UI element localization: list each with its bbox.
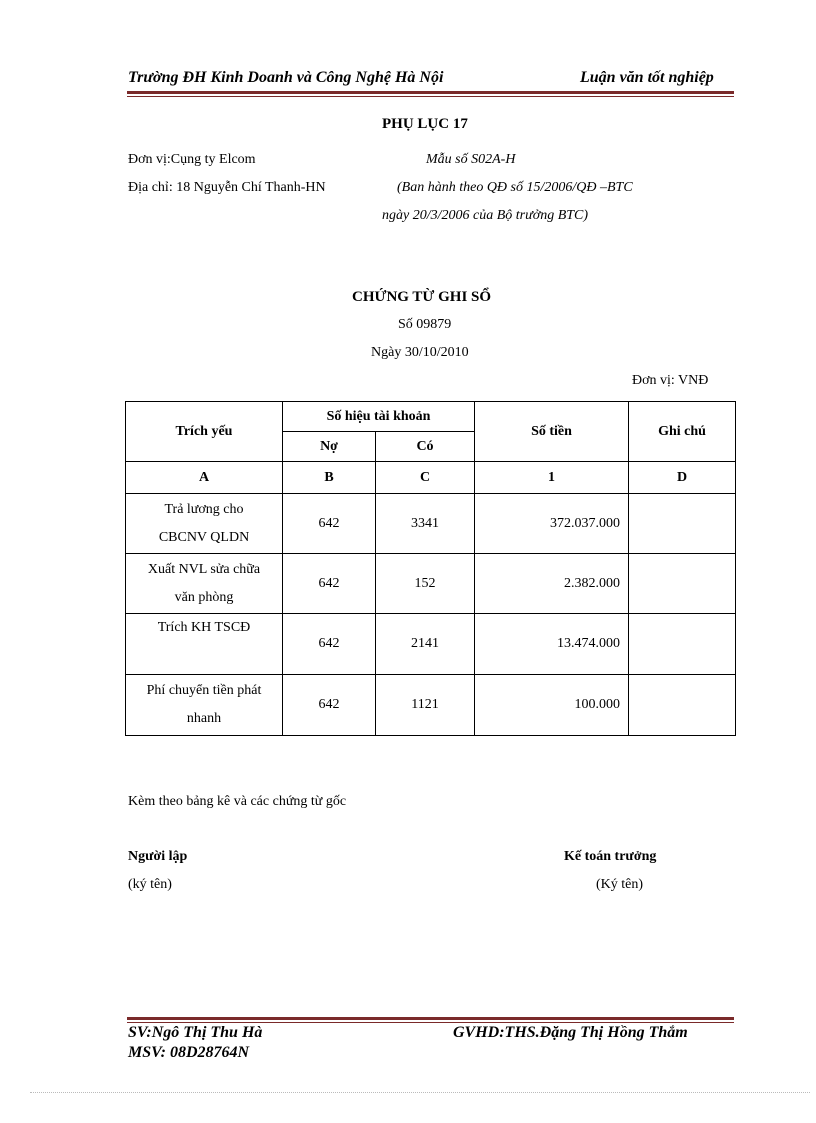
row-description-line-1: Phí chuyển tiền phát: [146, 683, 262, 698]
footer-student-id: MSV: 08D28764N: [128, 1044, 250, 1061]
voucher-title: CHỨNG TỪ GHI SỔ: [352, 289, 492, 305]
table-row: [126, 675, 736, 736]
row-description: [126, 554, 283, 614]
page-bottom-dotted-line: [30, 1092, 810, 1093]
table-row: [126, 494, 736, 554]
code-a: A: [126, 462, 283, 494]
issued-line-1: (Ban hành theo QĐ số 15/2006/QĐ –BTC: [397, 180, 633, 195]
row-description-line-1: Xuất NVL sửa chữa: [147, 561, 261, 577]
header-school: Trường ĐH Kinh Doanh và Công Nghệ Hà Nội: [128, 69, 444, 86]
form-number: Mẫu số S02A-H: [426, 152, 516, 167]
header-debit: Nợ: [283, 432, 376, 462]
header-rule-thin: [127, 96, 734, 97]
code-1: 1: [475, 462, 629, 494]
footer-rule-thin: [127, 1022, 734, 1023]
row-amount: 100.000: [475, 675, 629, 736]
row-credit: 3341: [376, 494, 475, 554]
footer-advisor: GVHD:THS.Đặng Thị Hồng Thắm: [453, 1024, 688, 1041]
org-address: Địa chỉ: 18 Nguyễn Chí Thanh-HN: [128, 180, 326, 195]
footer-rule-thick: [127, 1017, 734, 1020]
org-unit: Đơn vị:Cụng ty Elcom: [128, 152, 256, 167]
table-header-row: [126, 402, 736, 432]
row-credit: 1121: [376, 675, 475, 736]
row-debit: 642: [283, 494, 376, 554]
code-d: D: [629, 462, 736, 494]
row-amount: 13.474.000: [475, 614, 629, 675]
appendix-title: PHỤ LỤC 17: [382, 116, 468, 132]
row-note: [629, 675, 736, 736]
chief-accountant-sign: (Ký tên): [596, 877, 644, 892]
row-description-line-1: Trích KH TSCĐ: [157, 620, 251, 635]
voucher-table: [125, 401, 736, 736]
row-description-line-1: Trả lương cho: [164, 501, 244, 517]
code-c: C: [376, 462, 475, 494]
footer-student: SV:Ngô Thị Thu Hà: [128, 1024, 263, 1041]
row-debit: 642: [283, 614, 376, 675]
header-account-no: Số hiệu tài khoản: [283, 402, 475, 432]
voucher-date: Ngày 30/10/2010: [371, 345, 469, 360]
currency-unit: Đơn vị: VNĐ: [632, 373, 709, 388]
issued-line-2: ngày 20/3/2006 của Bộ trưởng BTC): [382, 208, 589, 223]
code-b: B: [283, 462, 376, 494]
table-row: [126, 554, 736, 614]
row-description-line-2: nhanh: [186, 711, 222, 726]
voucher-number: Số 09879: [398, 317, 452, 332]
row-note: [629, 614, 736, 675]
row-description-line-2: văn phòng: [174, 589, 234, 605]
table-code-row: [126, 462, 736, 494]
table-row: [126, 614, 736, 675]
header-description: Trích yếu: [126, 402, 283, 462]
attachment-note: Kèm theo bảng kê và các chứng từ gốc: [128, 794, 347, 809]
header-amount: Số tiền: [475, 402, 629, 462]
header-thesis: Luận văn tốt nghiệp: [580, 69, 714, 86]
row-description: [126, 614, 283, 675]
row-amount: 2.382.000: [475, 554, 629, 614]
header-note: Ghi chú: [629, 402, 736, 462]
row-amount: 372.037.000: [475, 494, 629, 554]
row-debit: 642: [283, 554, 376, 614]
preparer-label: Người lập: [128, 849, 188, 864]
header-credit: Có: [376, 432, 475, 462]
row-debit: 642: [283, 675, 376, 736]
row-description-line-2: CBCNV QLDN: [158, 529, 250, 545]
row-note: [629, 554, 736, 614]
row-note: [629, 494, 736, 554]
header-rule-thick: [127, 91, 734, 94]
preparer-sign: (ký tên): [128, 877, 172, 892]
row-credit: 2141: [376, 614, 475, 675]
row-description: [126, 494, 283, 554]
chief-accountant-label: Kế toán trưởng: [564, 849, 657, 864]
row-description: [126, 675, 283, 736]
row-credit: 152: [376, 554, 475, 614]
